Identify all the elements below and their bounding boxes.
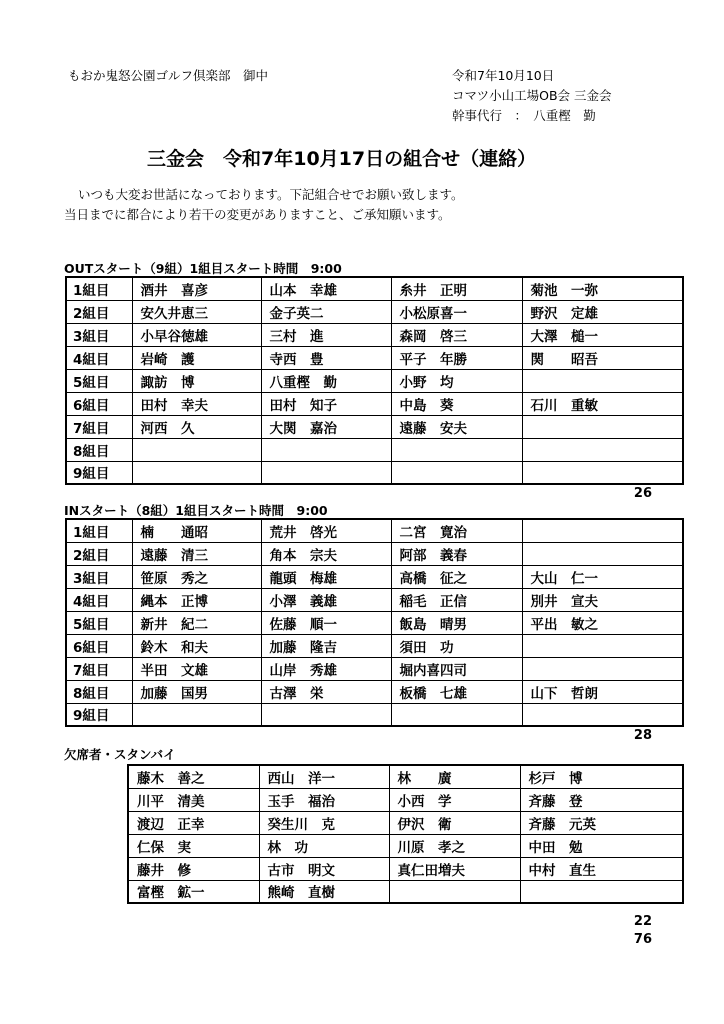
group-label-cell: 2組目 [66, 542, 132, 565]
player-name-cell: 阿部 義春 [391, 542, 522, 565]
absent-row [128, 857, 683, 880]
in-group-row [66, 680, 683, 703]
player-name-cell: 中島 葵 [391, 392, 522, 415]
out-group-row [66, 392, 683, 415]
player-name-cell: 藤木 善之 [128, 765, 259, 788]
in-total: 28 [633, 728, 652, 743]
player-name-cell [261, 438, 391, 461]
out-group-row [66, 300, 683, 323]
player-name-cell: 伊沢 衛 [389, 811, 520, 834]
player-name-cell: 荒井 啓光 [261, 519, 391, 542]
player-name-cell: 加藤 隆吉 [261, 634, 391, 657]
player-name-cell: 糸井 正明 [391, 277, 522, 300]
player-name-cell: 野沢 定雄 [522, 300, 683, 323]
grand-total: 76 [633, 932, 652, 947]
organization: コマツ小山工場OB会 三金会 [452, 88, 612, 103]
player-name-cell: 小野 均 [391, 369, 522, 392]
absent-row [128, 880, 683, 903]
player-name-cell [132, 438, 261, 461]
group-label-cell: 6組目 [66, 392, 132, 415]
out-groups-table [65, 276, 684, 485]
player-name-cell [520, 880, 683, 903]
player-name-cell: 石川 重敏 [522, 392, 683, 415]
player-name-cell: 藤井 修 [128, 857, 259, 880]
in-group-row [66, 565, 683, 588]
player-name-cell: 平子 年勝 [391, 346, 522, 369]
in-group-row [66, 657, 683, 680]
player-name-cell: 大関 嘉治 [261, 415, 391, 438]
player-name-cell: 斉藤 元英 [520, 811, 683, 834]
player-name-cell [522, 415, 683, 438]
in-group-row [66, 519, 683, 542]
player-name-cell [391, 461, 522, 484]
player-name-cell [522, 703, 683, 726]
in-groups-body [66, 519, 683, 726]
player-name-cell: 新井 紀二 [132, 611, 261, 634]
player-name-cell: 寺西 豊 [261, 346, 391, 369]
player-name-cell [522, 369, 683, 392]
player-name-cell [391, 438, 522, 461]
intro-line-2: 当日までに都合により若干の変更がありますこと、ご承知願います。 [64, 207, 451, 222]
out-group-row [66, 346, 683, 369]
player-name-cell: 中村 直生 [520, 857, 683, 880]
out-groups-body [66, 277, 683, 484]
group-label-cell: 5組目 [66, 369, 132, 392]
recipient: もおか鬼怒公園ゴルフ倶楽部 御中 [68, 68, 269, 83]
player-name-cell: 大山 仁一 [522, 565, 683, 588]
player-name-cell: 遠藤 安夫 [391, 415, 522, 438]
player-name-cell: 楠 通昭 [132, 519, 261, 542]
page-title: 三金会 令和7年10月17日の組合せ（連絡） [147, 148, 537, 170]
player-name-cell: 須田 功 [391, 634, 522, 657]
group-label-cell: 3組目 [66, 565, 132, 588]
player-name-cell: 縄本 正博 [132, 588, 261, 611]
player-name-cell: 八重樫 勤 [261, 369, 391, 392]
player-name-cell: 山下 哲朗 [522, 680, 683, 703]
player-name-cell [132, 703, 261, 726]
player-name-cell: 二宮 寛治 [391, 519, 522, 542]
out-total: 26 [633, 486, 652, 501]
player-name-cell: 岩崎 護 [132, 346, 261, 369]
group-label-cell: 9組目 [66, 461, 132, 484]
player-name-cell [522, 657, 683, 680]
out-group-row [66, 415, 683, 438]
in-group-row [66, 542, 683, 565]
group-label-cell: 1組目 [66, 277, 132, 300]
player-name-cell: 杉戸 博 [520, 765, 683, 788]
player-name-cell: 真仁田増夫 [389, 857, 520, 880]
player-name-cell: 熊崎 直樹 [259, 880, 389, 903]
player-name-cell: 斉藤 登 [520, 788, 683, 811]
out-group-row [66, 438, 683, 461]
player-name-cell: 安久井恵三 [132, 300, 261, 323]
player-name-cell: 玉手 福治 [259, 788, 389, 811]
group-label-cell: 4組目 [66, 588, 132, 611]
player-name-cell: 大澤 槌一 [522, 323, 683, 346]
player-name-cell: 林 廣 [389, 765, 520, 788]
group-label-cell: 4組目 [66, 346, 132, 369]
player-name-cell: 森岡 啓三 [391, 323, 522, 346]
player-name-cell: 癸生川 克 [259, 811, 389, 834]
out-heading: OUTスタート（9組）1組目スタート時間 9:00 [64, 261, 342, 276]
absent-row [128, 788, 683, 811]
absent-heading: 欠席者・スタンバイ [64, 747, 176, 762]
player-name-cell: 加藤 国男 [132, 680, 261, 703]
absent-row [128, 834, 683, 857]
group-label-cell: 7組目 [66, 657, 132, 680]
in-group-row [66, 634, 683, 657]
player-name-cell: 高橋 征之 [391, 565, 522, 588]
player-name-cell: 古市 明文 [259, 857, 389, 880]
player-name-cell [522, 461, 683, 484]
player-name-cell: 別井 宣夫 [522, 588, 683, 611]
group-label-cell: 3組目 [66, 323, 132, 346]
player-name-cell [389, 880, 520, 903]
absent-row [128, 811, 683, 834]
in-groups-table [65, 518, 684, 727]
player-name-cell: 笹原 秀之 [132, 565, 261, 588]
out-group-row [66, 323, 683, 346]
player-name-cell: 板橋 七雄 [391, 680, 522, 703]
player-name-cell: 小早谷徳雄 [132, 323, 261, 346]
absent-body [128, 765, 683, 903]
player-name-cell [261, 461, 391, 484]
player-name-cell [391, 703, 522, 726]
player-name-cell [522, 438, 683, 461]
player-name-cell: 仁保 実 [128, 834, 259, 857]
player-name-cell: 堀内喜四司 [391, 657, 522, 680]
player-name-cell: 山本 幸雄 [261, 277, 391, 300]
player-name-cell: 西山 洋一 [259, 765, 389, 788]
player-name-cell: 渡辺 正幸 [128, 811, 259, 834]
player-name-cell: 小西 学 [389, 788, 520, 811]
in-group-row [66, 611, 683, 634]
out-group-row [66, 369, 683, 392]
player-name-cell: 山岸 秀雄 [261, 657, 391, 680]
player-name-cell: 遠藤 清三 [132, 542, 261, 565]
intro-line-1: いつも大変お世話になっております。下記組合せでお願い致します。 [78, 187, 464, 202]
player-name-cell: 林 功 [259, 834, 389, 857]
player-name-cell: 角本 宗夫 [261, 542, 391, 565]
in-group-row [66, 588, 683, 611]
player-name-cell: 龍頭 梅雄 [261, 565, 391, 588]
group-label-cell: 7組目 [66, 415, 132, 438]
player-name-cell: 小松原喜一 [391, 300, 522, 323]
absent-table [127, 764, 684, 904]
player-name-cell: 金子英二 [261, 300, 391, 323]
player-name-cell: 稲毛 正信 [391, 588, 522, 611]
player-name-cell: 飯島 晴男 [391, 611, 522, 634]
group-label-cell: 9組目 [66, 703, 132, 726]
player-name-cell: 鈴木 和夫 [132, 634, 261, 657]
in-heading: INスタート（8組）1組目スタート時間 9:00 [64, 503, 328, 518]
group-label-cell: 6組目 [66, 634, 132, 657]
out-group-row [66, 277, 683, 300]
player-name-cell: 菊池 一弥 [522, 277, 683, 300]
player-name-cell: 富樫 鉱一 [128, 880, 259, 903]
player-name-cell: 半田 文雄 [132, 657, 261, 680]
group-label-cell: 8組目 [66, 438, 132, 461]
player-name-cell [132, 461, 261, 484]
player-name-cell: 三村 進 [261, 323, 391, 346]
player-name-cell: 古澤 栄 [261, 680, 391, 703]
player-name-cell: 酒井 喜彦 [132, 277, 261, 300]
player-name-cell [261, 703, 391, 726]
organizer: 幹事代行 ： 八重樫 勤 [452, 108, 596, 123]
player-name-cell [522, 634, 683, 657]
player-name-cell: 佐藤 順一 [261, 611, 391, 634]
group-label-cell: 8組目 [66, 680, 132, 703]
in-group-row [66, 703, 683, 726]
absent-total: 22 [633, 914, 652, 929]
out-group-row [66, 461, 683, 484]
player-name-cell: 平出 敏之 [522, 611, 683, 634]
player-name-cell: 川原 孝之 [389, 834, 520, 857]
player-name-cell [522, 519, 683, 542]
player-name-cell [522, 542, 683, 565]
player-name-cell: 中田 勉 [520, 834, 683, 857]
player-name-cell: 田村 知子 [261, 392, 391, 415]
player-name-cell: 川平 清美 [128, 788, 259, 811]
group-label-cell: 2組目 [66, 300, 132, 323]
player-name-cell: 田村 幸夫 [132, 392, 261, 415]
player-name-cell: 河西 久 [132, 415, 261, 438]
player-name-cell: 関 昭吾 [522, 346, 683, 369]
group-label-cell: 1組目 [66, 519, 132, 542]
document-date: 令和7年10月10日 [452, 68, 555, 83]
group-label-cell: 5組目 [66, 611, 132, 634]
absent-row [128, 765, 683, 788]
player-name-cell: 諏訪 博 [132, 369, 261, 392]
player-name-cell: 小澤 義雄 [261, 588, 391, 611]
